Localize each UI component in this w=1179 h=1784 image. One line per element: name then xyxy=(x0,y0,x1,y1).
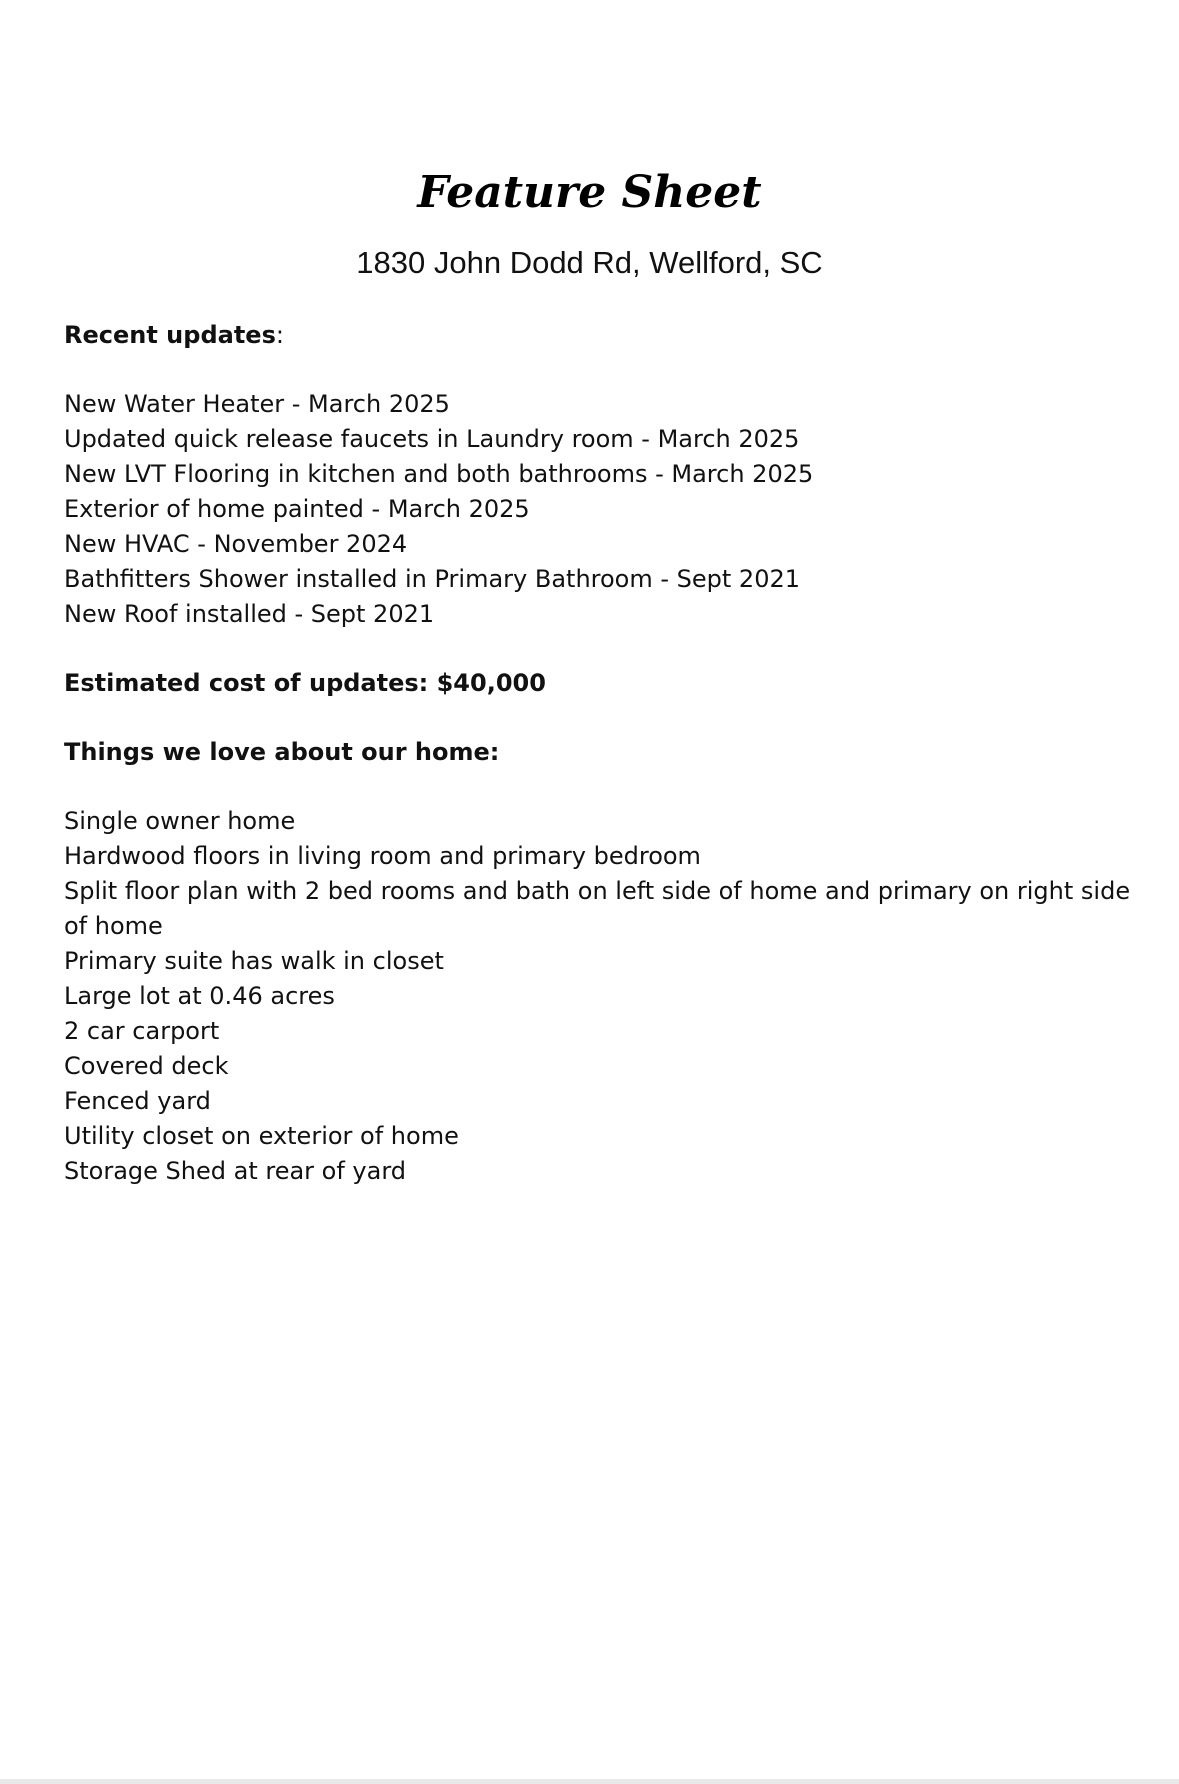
list-item: New Water Heater - March 2025 xyxy=(64,390,450,418)
list-item: Bathfitters Shower installed in Primary Bathroom - Sept 2021 xyxy=(64,565,801,593)
property-address: 1830 John Dodd Rd, Wellford, SC xyxy=(356,245,823,280)
list-item: Updated quick release faucets in Laundry room - March 2025 xyxy=(64,425,800,453)
list-item: Storage Shed at rear of yard xyxy=(64,1157,407,1185)
list-item: New Roof installed - Sept 2021 xyxy=(64,600,435,628)
recent-updates-heading-colon: : xyxy=(275,321,284,349)
list-item: Exterior of home painted - March 2025 xyxy=(64,495,530,523)
list-item: Hardwood floors in living room and primary bedroom xyxy=(64,842,701,870)
spacer xyxy=(64,770,1134,804)
recent-updates-list xyxy=(64,387,1134,632)
list-item: Large lot at 0.46 acres xyxy=(64,982,335,1010)
list-item: Primary suite has walk in closet xyxy=(64,947,444,975)
page-bottom-edge xyxy=(0,1779,1179,1784)
list-item: New LVT Flooring in kitchen and both bathrooms - March 2025 xyxy=(64,460,814,488)
list-item: Covered deck xyxy=(64,1052,229,1080)
things-we-love-list xyxy=(64,804,1134,1189)
list-item: Fenced yard xyxy=(64,1087,211,1115)
things-we-love-heading: Things we love about our home: xyxy=(64,738,500,766)
spacer xyxy=(64,632,1134,666)
estimated-cost: Estimated cost of updates: $40,000 xyxy=(64,669,546,697)
list-item: Split floor plan with 2 bed rooms and bath on left side of home and primary on right side of home xyxy=(64,877,1131,940)
page-title: Feature Sheet xyxy=(417,167,762,218)
recent-updates-heading xyxy=(64,318,1134,353)
spacer xyxy=(64,701,1134,735)
list-item: Single owner home xyxy=(64,807,296,835)
list-item: New HVAC - November 2024 xyxy=(64,530,408,558)
document-body xyxy=(64,318,1134,1189)
recent-updates-heading-text: Recent updates xyxy=(64,321,276,349)
list-item: Utility closet on exterior of home xyxy=(64,1122,459,1150)
list-item: 2 car carport xyxy=(64,1017,220,1045)
spacer xyxy=(64,353,1134,387)
